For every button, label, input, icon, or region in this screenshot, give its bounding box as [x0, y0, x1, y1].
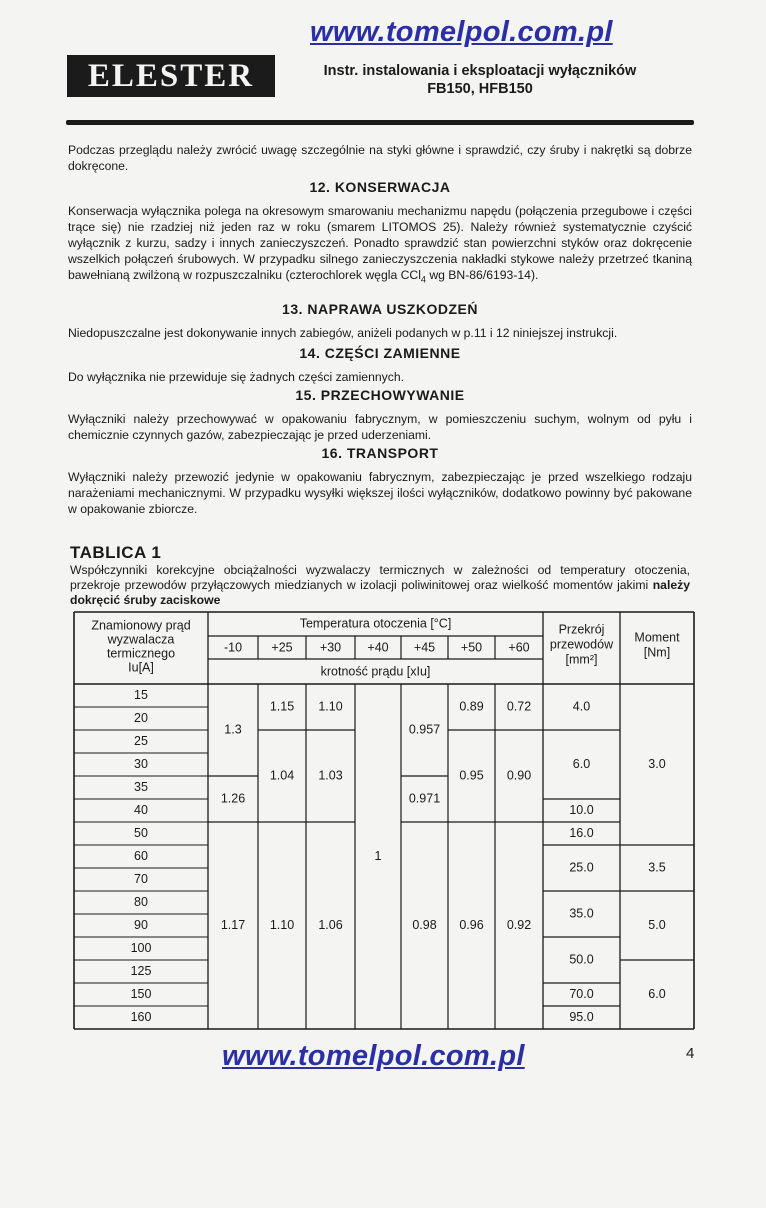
table-cell-value: 0.98 [412, 917, 437, 932]
current-value: 15 [134, 687, 148, 702]
table-cell-value: 1.15 [269, 699, 295, 714]
table-cell-value: 0.95 [459, 768, 484, 783]
current-value: 40 [134, 802, 148, 817]
current-value: 50 [134, 825, 148, 840]
header-temp-value: +60 [508, 640, 530, 655]
table-cell-value: 1.3 [224, 722, 242, 737]
konserwacja-text: Konserwacja wyłącznika polega na okresowym smarowaniu mechanizmu napędu (połączenia przegubowe i części trące się) nie rzadziej niż jeden raz w roku (smarem LITOMOS 25). Należy również systematycznie czyścić wyłącznik z kurzu, sadzy i innych zanieczyszczeń. Ponadto sprawdzić stan powierzchni styków oraz dokręcenie wszelkich połączeń śrubowych. W przypadku silnego zanieczyszczenia nakładki stykowe należy przetrzeć tkaniną bawełnianą zwilżoną w rozpuszczalniku (czterochlorek węgla CCl [68, 204, 692, 282]
header-temp-value: +25 [271, 640, 293, 655]
table-cell-value: 0.89 [459, 699, 484, 714]
website-link-bottom[interactable]: www.tomelpol.com.pl [222, 1040, 525, 1072]
header-current-line: Znamionowy prąd [91, 618, 191, 633]
current-value: 30 [134, 756, 148, 771]
header-temp-value: +40 [367, 640, 389, 655]
current-value: 160 [130, 1009, 152, 1024]
table-cell-value: 1.04 [269, 768, 295, 783]
header-temp-value: +30 [319, 640, 342, 655]
table-cell-value: 0.96 [459, 917, 484, 932]
current-value: 125 [130, 963, 152, 978]
document-title-line2: FB150, HFB150 [427, 81, 533, 97]
header-section-line: [mm²] [565, 652, 598, 667]
header-current-line: wyzwalacza [107, 632, 175, 647]
header-temperature: Temperatura otoczenia [°C] [299, 616, 452, 631]
current-value: 150 [130, 986, 152, 1001]
table-title: TABLICA 1 [70, 543, 162, 562]
table-cell-value: 3.5 [648, 860, 666, 875]
header-multiple: krotność prądu [xIu] [320, 664, 431, 679]
current-value: 90 [134, 917, 148, 932]
table-cell-value: 0.971 [408, 791, 441, 806]
header-temp-value: +50 [460, 640, 483, 655]
table-cell-value: 1.10 [269, 917, 295, 932]
table-cell-value: 25.0 [569, 860, 594, 875]
current-value: 20 [134, 710, 148, 725]
table-cell-value: 70.0 [569, 986, 594, 1001]
header-section-line: Przekrój [558, 622, 605, 637]
current-value: 100 [130, 940, 152, 955]
heading-transport: 16. TRANSPORT [321, 445, 439, 461]
paragraph-przechowywanie: Wyłączniki należy przechowywać w opakowaniu fabrycznym, w pomieszczeniu suchym, wolnym od pyłu i chemicznie czynnych gazów, zabezpieczając je przed uderzeniami. [68, 412, 692, 442]
intro-paragraph: Podczas przeglądu należy zwrócić uwagę szczególnie na styki główne i sprawdzić, czy śruby i nakrętki są dobrze dokręcone. [68, 143, 692, 173]
table-cell-value: 0.90 [506, 768, 532, 783]
heading-konserwacja: 12. KONSERWACJA [309, 179, 451, 195]
table-cell-value: 1.17 [220, 917, 246, 932]
table-cell-value: 4.0 [572, 699, 591, 714]
konserwacja-text-end: wg BN-86/6193-14). [425, 268, 539, 282]
header-section-line: przewodów [549, 637, 614, 652]
table-cell-value: 6.0 [648, 986, 666, 1001]
table-cell-value: 95.0 [569, 1009, 594, 1024]
table-cell-value: 1.03 [318, 768, 343, 783]
header-moment-line: [Nm] [643, 645, 671, 660]
current-value: 80 [134, 894, 148, 909]
table-cell-value: 35.0 [569, 906, 594, 921]
header-current-line: termicznego [106, 646, 176, 661]
table-cell-value: 1.10 [318, 699, 343, 714]
header-moment-line: Moment [634, 630, 680, 645]
table-cell-value: 16.0 [569, 825, 594, 840]
konserwacja-subscript: 4 [420, 274, 426, 285]
current-value: 70 [134, 871, 148, 886]
header-current-line: Iu[A] [128, 660, 154, 675]
paragraph-czesci: Do wyłącznika nie przewiduje się żadnych części zamiennych. [68, 370, 404, 384]
table-cell-value: 0.72 [506, 699, 532, 714]
table-cell-value: 10.0 [569, 802, 594, 817]
heading-czesci: 14. CZĘŚCI ZAMIENNE [299, 345, 461, 361]
paragraph-naprawa: Niedopuszczalne jest dokonywanie innych zabiegów, aniżeli podanych w p.11 i 12 niniejszej instrukcji. [68, 326, 618, 340]
heading-przechowywanie: 15. PRZECHOWYWANIE [295, 387, 465, 403]
heading-naprawa: 13. NAPRAWA USZKODZEŃ [282, 301, 478, 317]
document-title-line1: Instr. instalowania i eksploatacji wyłączników [323, 63, 637, 79]
table-cell-value: 1.06 [318, 917, 343, 932]
table-caption-text: Współczynniki korekcyjne obciążalności wyzwalaczy termicznych w zależności od temperatury otoczenia, przekroje przewodów przyłączowych miedzianych w izolacji poliwinitowej oraz wielkość momentów jakimi [70, 563, 690, 592]
header-temp-value: -10 [223, 640, 243, 655]
website-link-top[interactable]: www.tomelpol.com.pl [310, 16, 613, 48]
table-cell-value: 1 [374, 848, 382, 863]
page-number: 4 [686, 1045, 695, 1062]
table-cell-value: 0.957 [408, 722, 441, 737]
table-caption-last: należy dokręcić śruby zaciskowe [70, 578, 690, 607]
paragraph-transport: Wyłączniki należy przewozić jedynie w opakowaniu fabrycznym, zabezpieczając je przed wszelkiego rodzaju narażeniami mechanicznymi. W przypadku wysyłki większej ilości wyłączników, dodatkowo powinny być pakowane w opakowanie zbiorcze. [68, 470, 692, 516]
table-cell-value: 6.0 [572, 756, 591, 771]
table-cell-value: 3.0 [648, 756, 666, 771]
current-value: 35 [134, 779, 148, 794]
current-value: 60 [134, 848, 148, 863]
table-cell-value: 0.92 [506, 917, 532, 932]
header-temp-value: +45 [413, 640, 436, 655]
elester-logo: ELESTER [67, 55, 275, 97]
current-value: 25 [134, 733, 148, 748]
table-cell-value: 5.0 [648, 917, 666, 932]
table-cell-value: 50.0 [569, 952, 594, 967]
table-cell-value: 1.26 [220, 791, 246, 806]
